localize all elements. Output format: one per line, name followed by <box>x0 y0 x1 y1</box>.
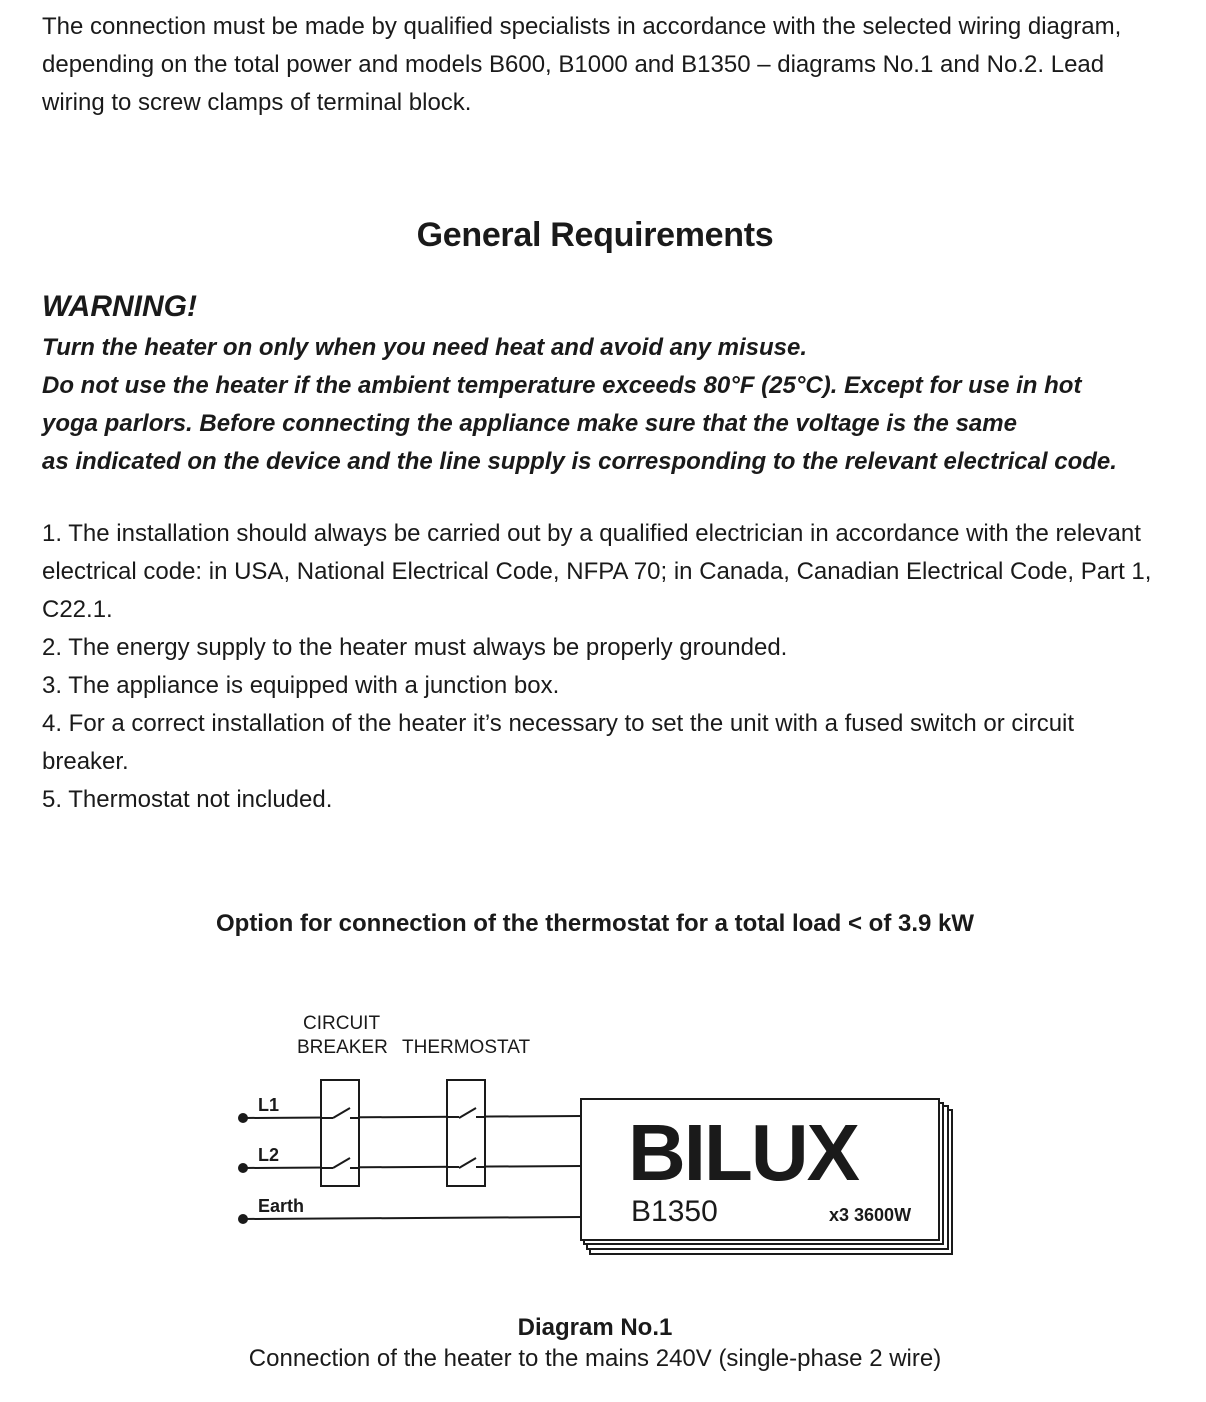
diagram-caption-title: Diagram No.1 <box>517 1314 673 1341</box>
line-l1-label: L1 <box>258 1095 280 1115</box>
wire-earth <box>244 1217 582 1219</box>
heater-brand: BILUX <box>628 1108 858 1197</box>
line-l2-label: L2 <box>258 1145 280 1165</box>
warning-line: as indicated on the device and the line supply is corresponding to the relevant electrical code. <box>42 448 1117 475</box>
terminal-l1-dot <box>238 1113 248 1123</box>
wire-l1 <box>244 1116 582 1118</box>
requirement-item: 4. For a correct installation of the heater it’s necessary to set the unit with a fused switch or circuit breaker. <box>42 710 1075 775</box>
wiring-diagram <box>0 990 1206 1290</box>
thermostat-symbol <box>447 1080 485 1186</box>
breaker-label-line2: BREAKER <box>297 1037 388 1058</box>
heater-model: B1350 <box>631 1195 718 1228</box>
diagram-caption-subtitle: Connection of the heater to the mains 240V (single-phase 2 wire) <box>248 1345 942 1372</box>
requirement-item: 3. The appliance is equipped with a junction box. <box>42 672 560 699</box>
warning-text <box>42 329 1172 481</box>
thermostat-label: THERMOSTAT <box>402 1037 531 1058</box>
warning-line: Turn the heater on only when you need heat and avoid any misuse. <box>42 334 808 361</box>
heater-rating: x3 3600W <box>829 1205 912 1225</box>
terminal-l2-dot <box>238 1163 248 1173</box>
diagram-title: Option for connection of the thermostat for a total load < of 3.9 kW <box>215 910 975 937</box>
line-earth-label: Earth <box>258 1196 305 1216</box>
intro-paragraph: The connection must be made by qualified specialists in accordance with the selected wiring diagram, depending on the total power and models B600, B1000 and B1350 – diagrams No.1 and No.2. Lead wiring to screw clamps of terminal block. <box>42 13 1122 116</box>
requirement-item: 2. The energy supply to the heater must always be properly grounded. <box>42 634 788 661</box>
section-heading: General Requirements <box>416 216 774 254</box>
wire-l2 <box>244 1166 582 1168</box>
terminal-earth-dot <box>238 1214 248 1224</box>
circuit-breaker-symbol <box>321 1080 359 1186</box>
warning-line: Do not use the heater if the ambient temperature exceeds 80°F (25°C). Except for use in hot <box>42 372 1082 399</box>
requirement-item: 5. Thermostat not included. <box>42 786 333 813</box>
requirement-item: 1. The installation should always be carried out by a qualified electrician in accordance with the relevant electrical code: in USA, National Electrical Code, NFPA 70; in Canada, Canadian Electrical Code, Part 1, C22.1. <box>42 520 1152 623</box>
warning-title: WARNING! <box>42 290 197 323</box>
requirements-list <box>42 515 1162 819</box>
breaker-label-line1: CIRCUIT <box>303 1013 381 1034</box>
warning-line: yoga parlors. Before connecting the appliance make sure that the voltage is the same <box>42 410 1017 437</box>
